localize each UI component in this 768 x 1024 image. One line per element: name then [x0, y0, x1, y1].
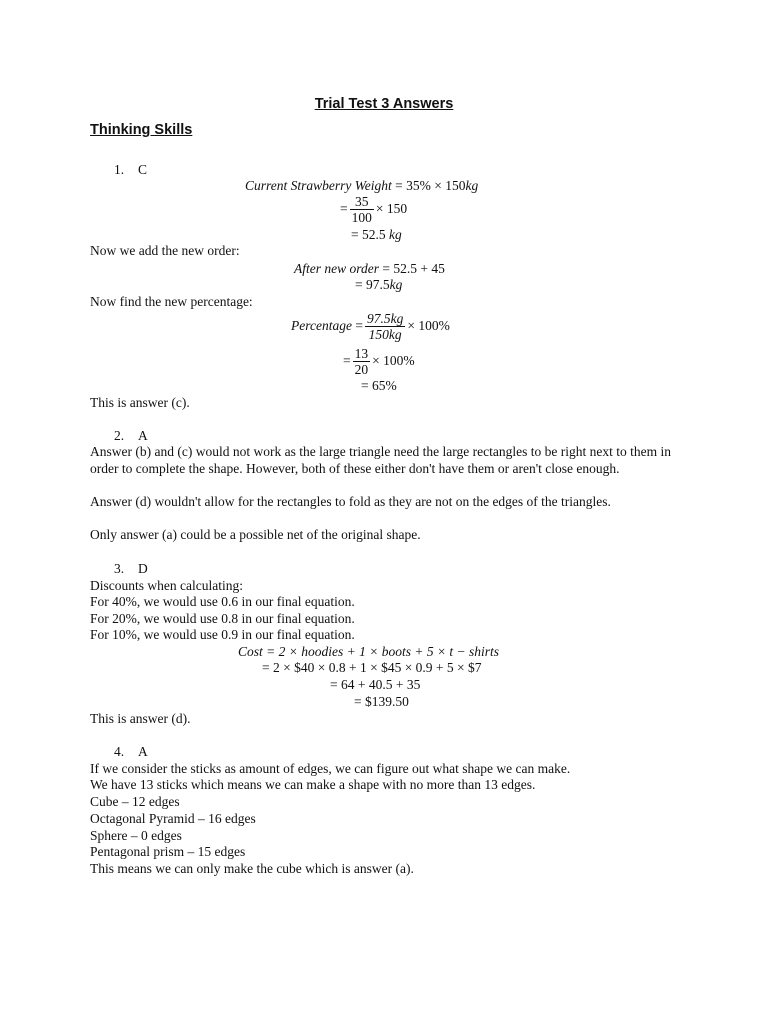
question-2-header	[114, 428, 148, 444]
equation-prefix: =	[355, 318, 363, 333]
equation-unit: kg	[465, 178, 479, 193]
q4-line-3: Cube – 12 edges	[90, 794, 180, 809]
equation-unit: kg	[389, 227, 402, 242]
fraction-numerator: 13	[354, 346, 369, 362]
q1-equation-4	[294, 261, 445, 277]
equation-suffix: × 150	[375, 201, 408, 216]
equation-prefix: =	[343, 353, 351, 368]
q4-line-7: This means we can only make the cube which is answer (a).	[90, 861, 414, 876]
question-number: 4.	[114, 744, 125, 759]
q1-equation-3	[351, 227, 402, 243]
q3-line-1: Discounts when calculating:	[90, 578, 243, 593]
q2-paragraph-3: Only answer (a) could be a possible net of the original shape.	[90, 527, 421, 542]
q4-line-5: Sphere – 0 edges	[90, 828, 182, 843]
question-4-header	[114, 744, 148, 760]
question-answer: C	[138, 162, 148, 177]
q4-line-6: Pentagonal prism – 15 edges	[90, 844, 246, 859]
equation-value: = 97.5	[355, 277, 390, 292]
equation-rhs: = 52.5 + 45	[382, 261, 445, 276]
equation-suffix: × 100%	[372, 353, 415, 368]
equation-rhs: = 2 × hoodies + 1 × boots + 5 × t − shirts	[266, 644, 500, 659]
equation-suffix: × 100%	[407, 318, 450, 333]
fraction	[353, 346, 371, 377]
question-number: 3.	[114, 561, 125, 576]
q1-equation-2	[340, 194, 407, 225]
equation-value: = 52.5	[351, 227, 389, 242]
q3-line-4: For 10%, we would use 0.9 in our final equation.	[90, 627, 355, 642]
q1-equation-7	[343, 346, 415, 377]
q3-line-3: For 20%, we would use 0.8 in our final equation.	[90, 611, 355, 626]
q3-line-2: For 40%, we would use 0.6 in our final equation.	[90, 594, 355, 609]
fraction-denominator: 100	[351, 210, 372, 226]
question-answer: A	[138, 428, 148, 443]
question-number: 1.	[114, 162, 125, 177]
equation-rhs: = 35% × 150	[395, 178, 466, 193]
q2-paragraph-2: Answer (d) wouldn't allow for the rectangles to fold as they are not on the edges of the triangles.	[90, 494, 611, 509]
equation-lhs: Percentage	[291, 318, 352, 333]
question-3-header	[114, 561, 148, 577]
q3-equation-3: = 64 + 40.5 + 35	[330, 677, 421, 692]
q3-conclusion: This is answer (d).	[90, 711, 191, 726]
fraction-denominator: 20	[354, 362, 369, 378]
question-answer: D	[138, 561, 148, 576]
q1-equation-6	[291, 310, 450, 342]
document-title: Trial Test 3 Answers	[314, 96, 454, 112]
q1-equation-5	[355, 277, 402, 293]
fraction-numerator: 97.5kg	[366, 311, 404, 327]
q1-text-percentage: Now find the new percentage:	[90, 294, 253, 309]
q4-line-2: We have 13 sticks which means we can make a shape with no more than 13 edges.	[90, 777, 536, 792]
equation-prefix: =	[340, 201, 348, 216]
q3-equation-1	[238, 644, 499, 660]
question-1-header	[114, 162, 147, 178]
question-answer: A	[138, 744, 148, 759]
section-heading: Thinking Skills	[90, 122, 193, 138]
q3-equation-2: = 2 × $40 × 0.8 + 1 × $45 × 0.9 + 5 × $7	[262, 660, 482, 675]
equation-unit: kg	[389, 277, 403, 292]
fraction	[350, 194, 374, 225]
q4-line-4: Octagonal Pyramid – 16 edges	[90, 811, 256, 826]
equation-lhs: After new order	[294, 261, 379, 276]
q3-equation-4: = $139.50	[354, 694, 409, 709]
fraction-numerator: 35	[350, 194, 374, 210]
question-number: 2.	[114, 428, 125, 443]
fraction	[365, 311, 405, 342]
q1-equation-1	[245, 178, 478, 194]
q2-paragraph-1: Answer (b) and (c) would not work as the large triangle need the large rectangles to be right next to them in order to complete the shape. However, both of these either don't have them or aren't close enough.	[90, 444, 671, 476]
fraction-denominator: 150kg	[368, 327, 402, 343]
q4-line-1: If we consider the sticks as amount of edges, we can figure out what shape we can make.	[90, 761, 571, 776]
equation-lhs: Current Strawberry Weight	[245, 178, 392, 193]
q1-equation-8: = 65%	[361, 378, 397, 393]
q1-conclusion: This is answer (c).	[90, 395, 190, 410]
q1-text-add: Now we add the new order:	[90, 243, 240, 258]
equation-lhs: Cost	[238, 644, 263, 659]
